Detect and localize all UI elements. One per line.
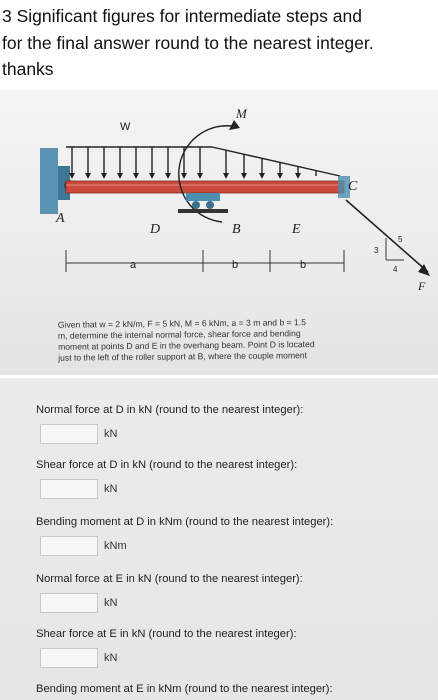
wall-support bbox=[40, 148, 58, 214]
label-slope-4: 4 bbox=[393, 265, 398, 274]
given-text bbox=[58, 316, 388, 363]
label-force-f: F bbox=[418, 279, 426, 293]
label-dim-a: a bbox=[130, 259, 137, 271]
given-line-2: m, determine the internal normal force, shear force and bending bbox=[57, 328, 301, 341]
unit-normal-force-e: kN bbox=[104, 597, 118, 609]
moment-arrowhead bbox=[229, 120, 240, 130]
given-line-1: Given that w = 2 kN/m, F = 5 kN, M = 6 kNm, a = 3 m and b = 1.5 bbox=[57, 317, 307, 330]
label-normal-force-d: Normal force at D in kN (round to the nearest integer): bbox=[36, 404, 304, 416]
label-e-point: E bbox=[292, 222, 301, 237]
label-slope-5: 5 bbox=[398, 235, 403, 244]
roller-wheel bbox=[192, 201, 200, 209]
answer-form bbox=[0, 378, 438, 700]
label-b-point: B bbox=[232, 222, 241, 237]
label-w: W bbox=[120, 121, 131, 133]
question-line-1: 3 Significant figures for intermediate steps and bbox=[2, 6, 362, 26]
label-shear-force-d: Shear force at D in kN (round to the nearest integer): bbox=[36, 459, 298, 471]
label-bending-moment-e: Bending moment at E in kNm (round to the nearest integer): bbox=[36, 683, 333, 695]
label-normal-force-e: Normal force at E in kN (round to the nearest integer): bbox=[36, 573, 303, 585]
label-a-point: A bbox=[56, 211, 65, 226]
unit-normal-force-d: kN bbox=[104, 428, 118, 440]
input-shear-force-d[interactable] bbox=[40, 479, 98, 499]
unit-bending-moment-d: kNm bbox=[104, 540, 127, 552]
unit-shear-force-e: kN bbox=[104, 652, 118, 664]
label-m: M bbox=[236, 106, 247, 121]
input-normal-force-d[interactable] bbox=[40, 424, 98, 444]
unit-shear-force-d: kN bbox=[104, 483, 118, 495]
question-line-2: for the final answer round to the nearest integer. bbox=[2, 33, 374, 53]
label-dim-b2: b bbox=[300, 259, 307, 271]
given-line-3: moment at points D and E in the overhang beam. Point D is located bbox=[58, 339, 315, 352]
distributed-load-arrows bbox=[66, 147, 340, 176]
problem-photo bbox=[0, 90, 438, 375]
input-normal-force-e[interactable] bbox=[40, 593, 98, 613]
input-shear-force-e[interactable] bbox=[40, 648, 98, 668]
label-slope-3: 3 bbox=[374, 246, 379, 255]
question-text bbox=[0, 0, 438, 90]
label-d-point: D bbox=[150, 222, 161, 237]
roller-support bbox=[186, 193, 220, 201]
given-line-4: just to the left of the roller support at B, where the couple moment bbox=[58, 350, 308, 363]
load-arrowheads bbox=[69, 173, 301, 179]
label-c-point: C bbox=[348, 179, 358, 194]
label-shear-force-e: Shear force at E in kN (round to the nearest integer): bbox=[36, 628, 297, 640]
beam bbox=[66, 181, 344, 193]
question-line-3: thanks bbox=[2, 59, 54, 79]
force-f-line bbox=[346, 200, 428, 272]
input-bending-moment-d[interactable] bbox=[40, 536, 98, 556]
roller-wheel bbox=[206, 201, 214, 209]
roller-ground bbox=[178, 209, 228, 213]
label-dim-b1: b bbox=[232, 259, 239, 271]
label-bending-moment-d: Bending moment at D in kNm (round to the nearest integer): bbox=[36, 516, 334, 528]
